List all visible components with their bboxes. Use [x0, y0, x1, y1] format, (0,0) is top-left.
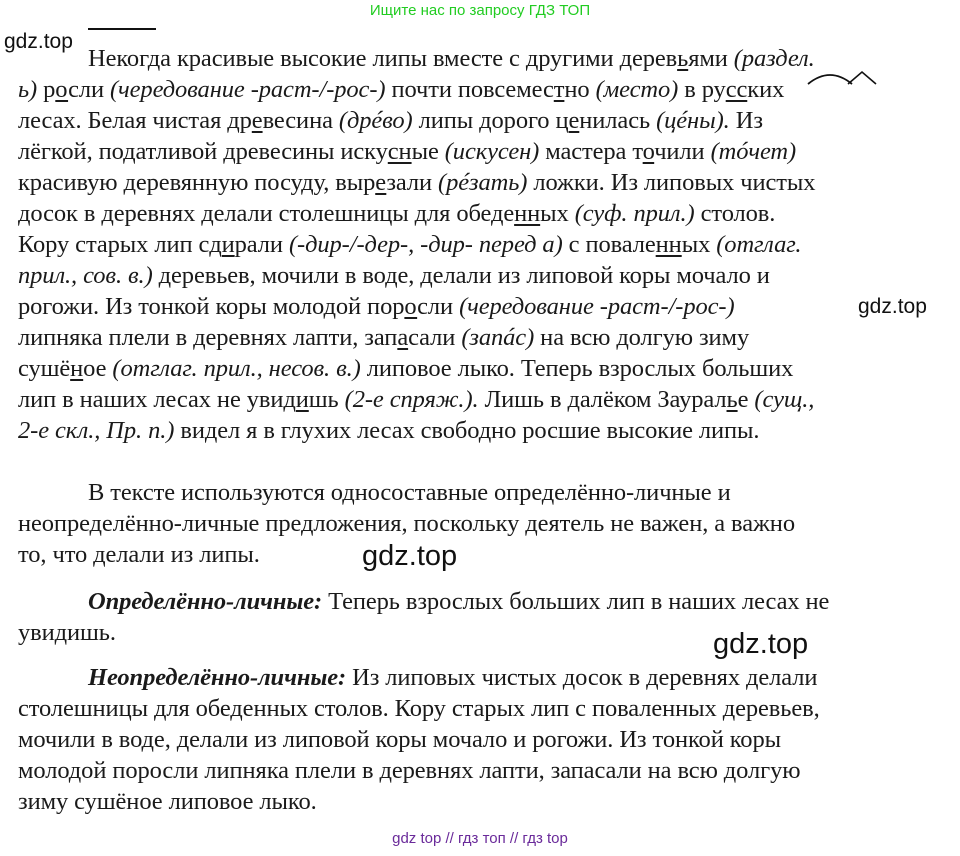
text-segment: увидишь.	[18, 619, 116, 646]
paragraph1-line	[18, 354, 793, 384]
text-segment: сали	[408, 324, 462, 351]
text-segment: р	[37, 76, 56, 103]
text-segment: досок в деревнях делали столешницы для обеде	[18, 200, 515, 227]
text-segment: ложки. Из липовых чистых	[527, 169, 816, 196]
text-segment: с повале	[562, 231, 656, 258]
watermark: gdz.top	[362, 540, 458, 572]
grammar-note: (рéзать)	[438, 169, 528, 196]
term-label: Определённо-личные:	[88, 588, 323, 615]
term-label: Неопределённо-личные:	[88, 664, 347, 691]
suffix-hat-mark	[848, 72, 876, 84]
text-segment: В тексте используются односоставные определённо-личные и	[88, 479, 731, 506]
text-segment: липы дорого ц	[412, 107, 569, 134]
text-segment: неопределённо-личные предложения, поскольку деятель не важен, а важно	[18, 510, 795, 537]
paragraph1-line	[18, 292, 735, 322]
text-segment: нилась	[579, 107, 657, 134]
spelling-mark: а	[397, 324, 409, 351]
text-segment: столов.	[694, 200, 776, 227]
grammar-note: (цéны).	[656, 107, 730, 134]
text-segment: липовое лыко. Теперь взрослых больших	[360, 355, 794, 382]
grammar-note: (место)	[595, 76, 679, 103]
text-segment: ких	[747, 76, 785, 103]
grammar-note: (отглаг.	[716, 231, 802, 258]
text-segment: видел я в глухих лесах свободно росшие высокие липы.	[174, 417, 760, 444]
paragraph1-line	[88, 44, 815, 74]
text-segment: чили	[654, 138, 711, 165]
text-segment: Некогда красивые высокие липы вместе с другими дерев	[88, 45, 678, 72]
text-segment: е	[737, 386, 755, 413]
grammar-note: (запáс)	[461, 324, 535, 351]
paragraph1-line	[18, 75, 784, 105]
text-segment: но	[564, 76, 596, 103]
paragraph1-line	[18, 230, 801, 260]
grammar-note: (раздел.	[733, 45, 815, 72]
text-segment: весина	[262, 107, 339, 134]
text-segment: на всю долгую зиму	[534, 324, 750, 351]
spelling-mark: нн	[655, 231, 682, 258]
paragraph2-line	[88, 478, 731, 508]
paragraph1-line	[18, 323, 749, 353]
spelling-mark: и	[295, 386, 309, 413]
watermark: gdz.top	[713, 628, 809, 660]
spelling-mark: сн	[387, 138, 412, 165]
text-segment: лёгкой, податливой древесины иску	[18, 138, 388, 165]
paragraph4-line	[18, 756, 800, 786]
paragraph1-line	[18, 137, 796, 167]
text-segment: почти повсемес	[385, 76, 554, 103]
text-segment: Кору старых лип сд	[18, 231, 222, 258]
text-segment: в ру	[678, 76, 726, 103]
spelling-mark: и	[221, 231, 235, 258]
paragraph4-line	[18, 787, 317, 817]
paragraph1-line	[18, 416, 759, 446]
text-segment: сли	[68, 76, 110, 103]
paragraph1-line	[18, 199, 775, 229]
text-segment: ями	[688, 45, 734, 72]
text-segment: шь	[308, 386, 345, 413]
text-segment: ые	[411, 138, 445, 165]
watermark: gdz.top	[858, 295, 927, 318]
grammar-note: (отглаг. прил., несов. в.)	[112, 355, 361, 382]
paragraph4-line	[18, 725, 781, 755]
spelling-mark: ь	[677, 45, 689, 72]
paragraph1-line	[18, 385, 814, 415]
grammar-note: 2-е скл., Пр. п.)	[18, 417, 175, 444]
text-segment: лесах. Белая чистая др	[18, 107, 252, 134]
text-segment: липняка плели в деревнях лапти, зап	[18, 324, 398, 351]
paragraph2-line	[18, 509, 795, 539]
search-banner[interactable]: Ищите нас по запросу ГДЗ ТОП	[369, 2, 591, 19]
text-segment: Из	[729, 107, 763, 134]
spelling-mark: сс	[725, 76, 748, 103]
text-segment: ых	[681, 231, 717, 258]
spelling-mark: о	[642, 138, 655, 165]
spelling-mark: е	[251, 107, 263, 134]
spelling-mark: т	[553, 76, 565, 103]
grammar-note: (-дир-/-дер-, -дир- перед а)	[288, 231, 563, 258]
text-segment: рогожи. Из тонкой коры молодой пор	[18, 293, 405, 320]
grammar-note: ь)	[18, 76, 38, 103]
text-segment: столешницы для обеденных столов. Кору старых лип с поваленных деревьев,	[18, 695, 820, 722]
spelling-mark: о	[55, 76, 69, 103]
paragraph1-line	[18, 168, 815, 198]
spelling-mark: ь	[726, 386, 738, 413]
grammar-note: (сущ.,	[754, 386, 815, 413]
footer-links[interactable]: gdz top // гдз топ // гдз top	[392, 830, 568, 847]
paragraph3-line	[88, 587, 829, 617]
paragraph2-line	[18, 540, 260, 570]
text-segment: сли	[417, 293, 460, 320]
paragraph4-line	[88, 663, 817, 693]
text-segment: зиму сушёное липовое лыко.	[18, 788, 317, 815]
text-segment: Из липовых чистых досок в деревнях делали	[346, 664, 818, 691]
text-segment: красивую деревянную посуду, выр	[18, 169, 376, 196]
grammar-note: (чередование -раст-/-рос-)	[459, 293, 735, 320]
spelling-mark: о	[404, 293, 418, 320]
text-segment: мастера т	[539, 138, 643, 165]
watermark: gdz.top	[4, 30, 73, 53]
text-segment: рали	[234, 231, 289, 258]
grammar-note: (суф. прил.)	[574, 200, 695, 227]
paragraph1-line	[18, 261, 770, 291]
spelling-mark: н	[70, 355, 84, 382]
text-segment: зали	[386, 169, 439, 196]
text-segment: Лишь в далёком Заурал	[478, 386, 727, 413]
root-arc-mark	[808, 75, 852, 84]
paragraph1-line	[18, 106, 763, 136]
text-segment: сушё	[18, 355, 71, 382]
grammar-note: (дрéво)	[338, 107, 413, 134]
grammar-note: прил., сов. в.)	[18, 262, 153, 289]
spelling-mark: е	[375, 169, 387, 196]
text-segment: ых	[540, 200, 575, 227]
text-segment: мочили в воде, делали из липовой коры мочало и рогожи. Из тонкой коры	[18, 726, 781, 753]
paragraph4-line	[18, 694, 820, 724]
text-segment: молодой поросли липняка плели в деревнях лапти, запасали на всю долгую	[18, 757, 801, 784]
spelling-mark: нн	[514, 200, 541, 227]
grammar-note: (тóчет)	[710, 138, 797, 165]
text-segment: ое	[83, 355, 113, 382]
grammar-note: (2-е спряж.).	[344, 386, 479, 413]
spelling-mark: е	[568, 107, 580, 134]
text-segment: Теперь взрослых больших лип в наших лесах не	[322, 588, 830, 615]
paragraph3-line	[18, 618, 116, 648]
grammar-note: (чередование -раст-/-рос-)	[110, 76, 386, 103]
grammar-note: (искусен)	[444, 138, 540, 165]
text-segment: то, что делали из липы.	[18, 541, 260, 568]
text-segment: деревьев, мочили в воде, делали из липовой коры мочало и	[152, 262, 770, 289]
text-segment: лип в наших лесах не увид	[18, 386, 296, 413]
